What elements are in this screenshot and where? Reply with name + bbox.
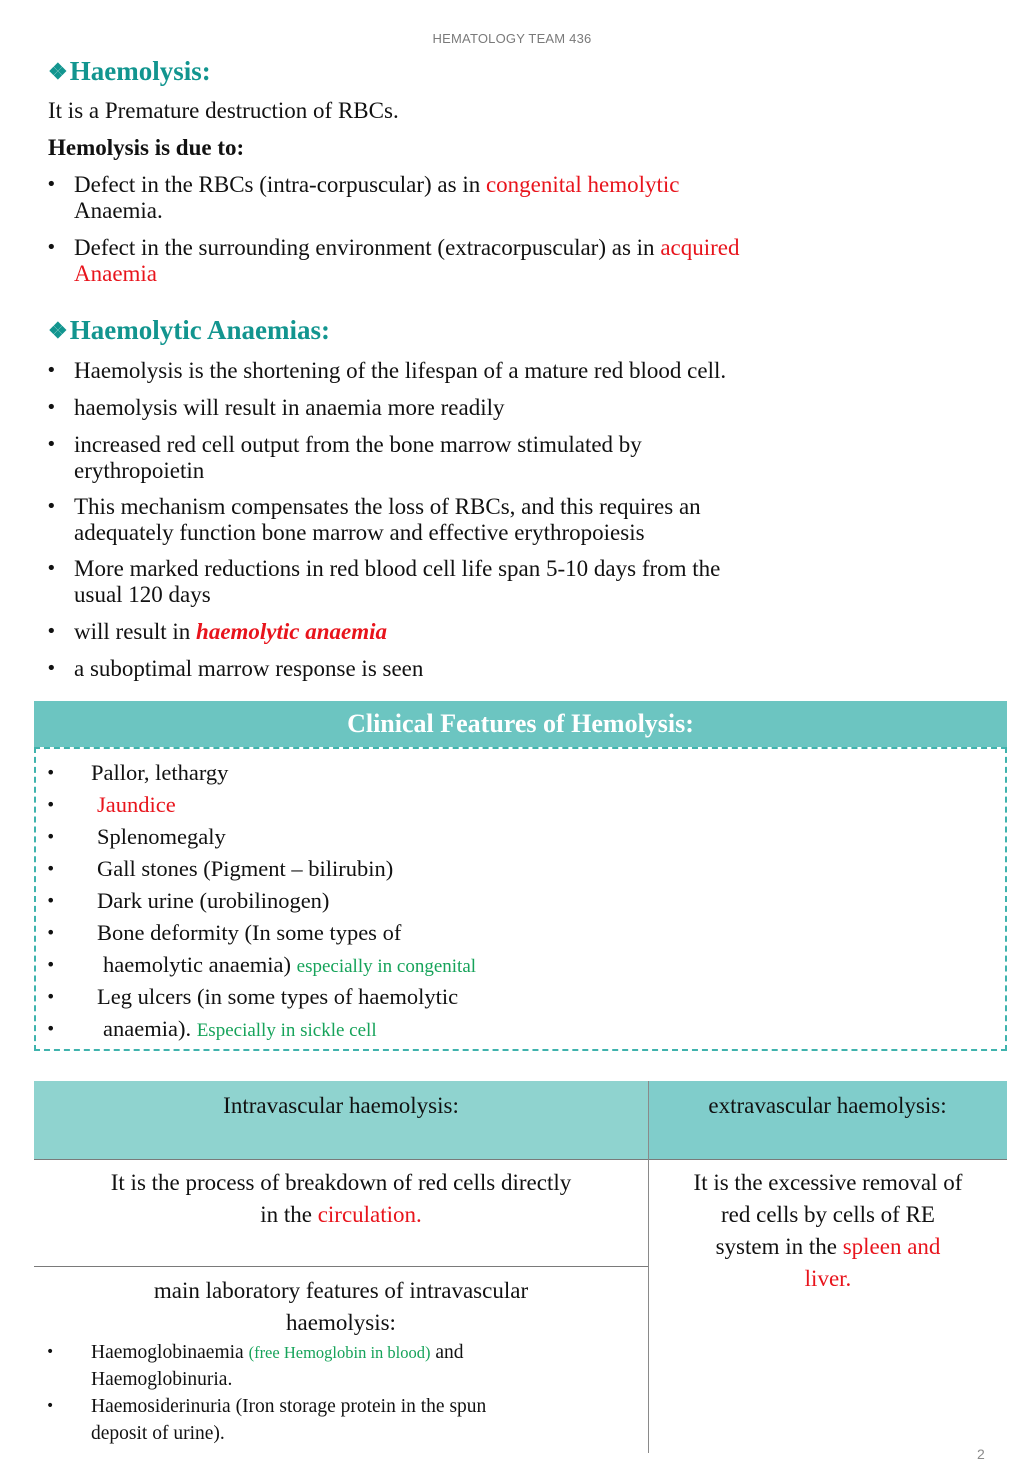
bullet-icon: • <box>46 955 56 974</box>
section-title-haemolysis <box>48 56 211 87</box>
bullet-icon: • <box>46 360 57 381</box>
bullet-icon: • <box>46 1344 55 1360</box>
table-header-intravascular: Intravascular haemolysis: <box>34 1081 648 1159</box>
clinical-features-list: • Pallor, lethargy • Jaundice • Splenomegaly • Gall stones (Pigment – bilirubin) • Dark urine (urobilinogen) • Bone deformity (In some types of • haemolytic anaemia) especially in congenital • Leg ulcers (in some types of haemolytic • anaemia). Especially in sickle cell <box>34 747 1007 1051</box>
clinical-features-box <box>34 701 1007 1051</box>
bullet-icon: • <box>46 496 57 517</box>
bullet-icon: • <box>46 621 57 642</box>
diamond-bullet-icon: ❖ <box>48 58 68 84</box>
feature-note: Especially in sickle cell <box>196 1020 377 1041</box>
bullet-icon: • <box>46 558 57 579</box>
bullet-icon: • <box>46 397 57 418</box>
bullet-icon: • <box>46 1019 56 1038</box>
section-title-text: Haemolysis: <box>69 56 211 86</box>
extravascular-definition: It is the excessive removal of red cells by cells of RE system in the spleen and liver. <box>693 1170 963 1291</box>
haemolysis-definition: It is a Premature destruction of RBCs. <box>48 98 399 123</box>
bullet-icon: • <box>46 174 57 195</box>
cause-text: Defect in the RBCs (intra-corpuscular) as in <box>74 172 486 197</box>
cause-text-line2: Anaemia. <box>74 198 163 223</box>
cause-highlight-line2: Anaemia <box>74 261 158 286</box>
bullet-icon: • <box>46 859 56 878</box>
table-header-extravascular: extravascular haemolysis: <box>648 1081 1007 1159</box>
table-row-divider <box>34 1266 648 1267</box>
cause-highlight: acquired <box>660 235 740 260</box>
cause-highlight: congenital hemolytic <box>485 172 680 197</box>
lab-features-title: main laboratory features of intravascular haemolysis: <box>153 1278 529 1335</box>
bullet-icon: • <box>46 827 56 846</box>
bullet-icon: • <box>46 891 56 910</box>
bullet-icon: • <box>46 434 57 455</box>
page-header: HEMATOLOGY TEAM 436 <box>432 31 592 46</box>
emphasis-haemolytic-anaemia: haemolytic anaemia <box>196 619 388 644</box>
page-number: 2 <box>977 1446 985 1462</box>
haemolysis-comparison-table: Intravascular haemolysis: extravascular haemolysis: It is the process of breakdown of red cells directly in the circulation. main laboratory features of intravascular haemolysis: • Haemoglobinaemia (free Hemoglobin in blood) and Haemoglobinuria. • Haemosiderinuria (Iron storage protein in the spun deposit of urine). It is the excessive removal of red cells by cells of RE system in the spleen and liver. <box>34 1081 1007 1453</box>
bullet-icon: • <box>46 237 57 258</box>
section-title-haemolytic-anaemias <box>48 315 330 346</box>
bullet-icon: • <box>46 987 56 1006</box>
bullet-icon: • <box>46 763 56 782</box>
clinical-features-title: Clinical Features of Hemolysis: <box>34 701 1007 747</box>
bullet-icon: • <box>46 923 56 942</box>
feature-note: especially in congenital <box>296 956 477 977</box>
bullet-icon: • <box>46 658 57 679</box>
lab-feature-note: (free Hemoglobin in blood) <box>248 1343 431 1362</box>
table-divider <box>34 1159 1007 1160</box>
due-to-label: Hemolysis is due to: <box>48 135 245 160</box>
intravascular-definition: It is the process of breakdown of red cells directly in the circulation. <box>110 1170 572 1227</box>
cause-text: Defect in the surrounding environment (extracorpuscular) as in <box>74 235 661 260</box>
section-title-text: Haemolytic Anaemias: <box>69 315 330 345</box>
bullet-icon: • <box>46 1398 55 1414</box>
bullet-icon: • <box>46 795 56 814</box>
diamond-bullet-icon: ❖ <box>48 317 68 343</box>
